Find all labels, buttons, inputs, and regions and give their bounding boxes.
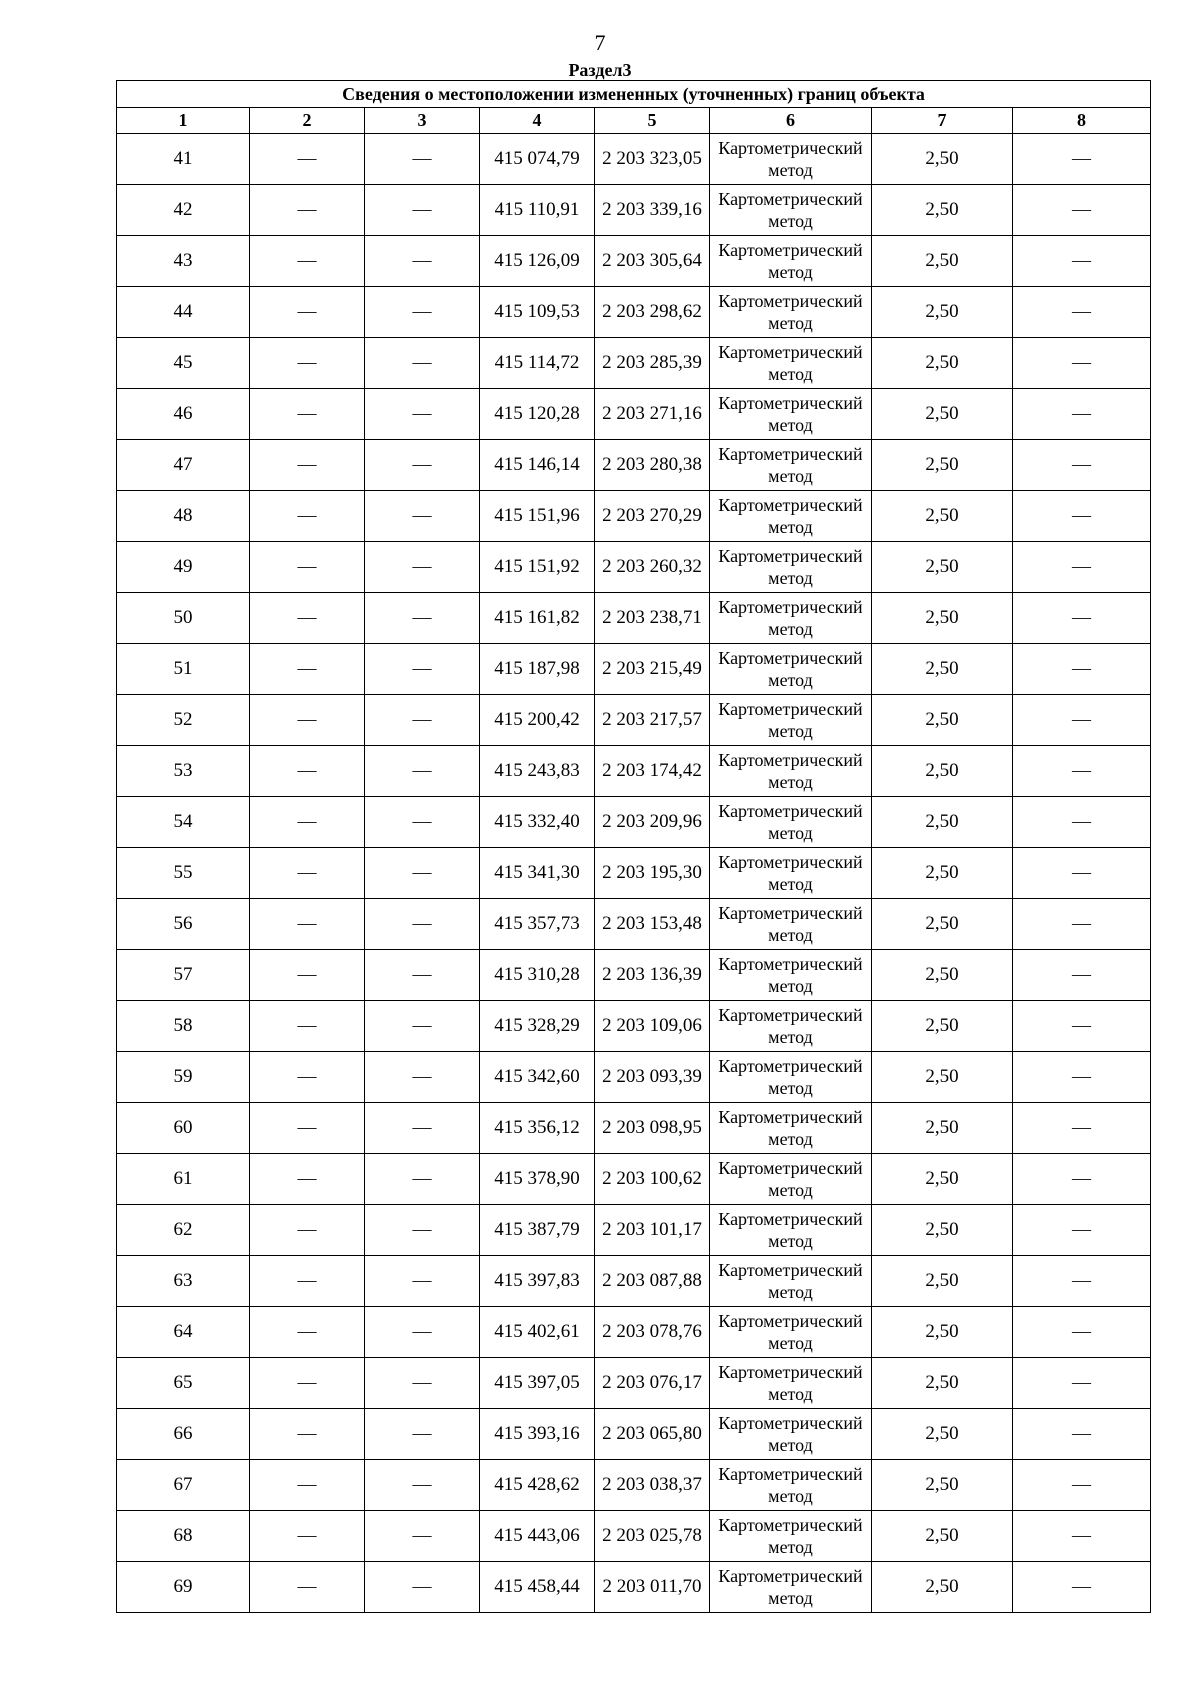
method-cell: Картометрический метод [710,542,872,593]
x-coordinate-cell: 415 310,28 [480,950,595,1001]
dash-cell: — [1013,287,1151,338]
table-row [117,1511,1151,1562]
accuracy-cell: 2,50 [872,1358,1013,1409]
method-cell: Картометрический метод [710,899,872,950]
accuracy-cell: 2,50 [872,1052,1013,1103]
dash-cell: — [1013,950,1151,1001]
y-coordinate-cell: 2 203 323,05 [595,134,710,185]
x-coordinate-cell: 415 187,98 [480,644,595,695]
point-number-cell: 50 [117,593,250,644]
dash-cell: — [250,593,365,644]
dash-cell: — [250,1001,365,1052]
coordinates-table [116,80,1151,1613]
y-coordinate-cell: 2 203 153,48 [595,899,710,950]
accuracy-cell: 2,50 [872,746,1013,797]
table-row [117,848,1151,899]
x-coordinate-cell: 415 357,73 [480,899,595,950]
table-row [117,491,1151,542]
x-coordinate-cell: 415 109,53 [480,287,595,338]
dash-cell: — [250,797,365,848]
accuracy-cell: 2,50 [872,491,1013,542]
method-cell: Картометрический метод [710,185,872,236]
dash-cell: — [1013,1562,1151,1613]
x-coordinate-cell: 415 428,62 [480,1460,595,1511]
x-coordinate-cell: 415 146,14 [480,440,595,491]
dash-cell: — [1013,440,1151,491]
dash-cell: — [250,185,365,236]
accuracy-cell: 2,50 [872,695,1013,746]
y-coordinate-cell: 2 203 260,32 [595,542,710,593]
dash-cell: — [1013,389,1151,440]
point-number-cell: 43 [117,236,250,287]
point-number-cell: 47 [117,440,250,491]
dash-cell: — [365,1154,480,1205]
method-cell: Картометрический метод [710,1511,872,1562]
dash-cell: — [365,644,480,695]
dash-cell: — [250,1256,365,1307]
x-coordinate-cell: 415 328,29 [480,1001,595,1052]
column-number: 4 [480,108,595,134]
table-row [117,1154,1151,1205]
table-row [117,746,1151,797]
y-coordinate-cell: 2 203 339,16 [595,185,710,236]
x-coordinate-cell: 415 126,09 [480,236,595,287]
dash-cell: — [250,1154,365,1205]
y-coordinate-cell: 2 203 038,37 [595,1460,710,1511]
dash-cell: — [365,746,480,797]
table-row [117,950,1151,1001]
point-number-cell: 56 [117,899,250,950]
dash-cell: — [250,695,365,746]
point-number-cell: 65 [117,1358,250,1409]
dash-cell: — [1013,1001,1151,1052]
x-coordinate-cell: 415 397,05 [480,1358,595,1409]
method-cell: Картометрический метод [710,695,872,746]
y-coordinate-cell: 2 203 271,16 [595,389,710,440]
point-number-cell: 66 [117,1409,250,1460]
column-number: 5 [595,108,710,134]
y-coordinate-cell: 2 203 285,39 [595,338,710,389]
method-cell: Картометрический метод [710,287,872,338]
y-coordinate-cell: 2 203 270,29 [595,491,710,542]
dash-cell: — [250,1307,365,1358]
column-number: 8 [1013,108,1151,134]
dash-cell: — [250,389,365,440]
dash-cell: — [365,1052,480,1103]
method-cell: Картометрический метод [710,338,872,389]
dash-cell: — [365,1562,480,1613]
point-number-cell: 52 [117,695,250,746]
y-coordinate-cell: 2 203 098,95 [595,1103,710,1154]
accuracy-cell: 2,50 [872,899,1013,950]
table-row [117,389,1151,440]
dash-cell: — [1013,491,1151,542]
table-row [117,338,1151,389]
x-coordinate-cell: 415 387,79 [480,1205,595,1256]
accuracy-cell: 2,50 [872,542,1013,593]
x-coordinate-cell: 415 074,79 [480,134,595,185]
x-coordinate-cell: 415 161,82 [480,593,595,644]
method-cell: Картометрический метод [710,593,872,644]
x-coordinate-cell: 415 114,72 [480,338,595,389]
table-row [117,440,1151,491]
method-cell: Картометрический метод [710,848,872,899]
dash-cell: — [250,236,365,287]
dash-cell: — [250,440,365,491]
dash-cell: — [250,1409,365,1460]
dash-cell: — [1013,185,1151,236]
dash-cell: — [365,440,480,491]
dash-cell: — [250,1205,365,1256]
dash-cell: — [1013,1460,1151,1511]
table-row [117,1256,1151,1307]
y-coordinate-cell: 2 203 298,62 [595,287,710,338]
x-coordinate-cell: 415 120,28 [480,389,595,440]
accuracy-cell: 2,50 [872,236,1013,287]
x-coordinate-cell: 415 151,96 [480,491,595,542]
method-cell: Картометрический метод [710,1154,872,1205]
point-number-cell: 54 [117,797,250,848]
dash-cell: — [365,1001,480,1052]
point-number-cell: 69 [117,1562,250,1613]
point-number-cell: 42 [117,185,250,236]
dash-cell: — [365,389,480,440]
x-coordinate-cell: 415 443,06 [480,1511,595,1562]
accuracy-cell: 2,50 [872,1103,1013,1154]
column-number-row [117,108,1151,134]
dash-cell: — [365,695,480,746]
column-number: 7 [872,108,1013,134]
dash-cell: — [365,950,480,1001]
method-cell: Картометрический метод [710,491,872,542]
dash-cell: — [365,287,480,338]
dash-cell: — [250,1562,365,1613]
dash-cell: — [365,542,480,593]
page-number: 7 [594,30,606,55]
method-cell: Картометрический метод [710,797,872,848]
method-cell: Картометрический метод [710,134,872,185]
x-coordinate-cell: 415 458,44 [480,1562,595,1613]
accuracy-cell: 2,50 [872,1562,1013,1613]
accuracy-cell: 2,50 [872,389,1013,440]
y-coordinate-cell: 2 203 065,80 [595,1409,710,1460]
dash-cell: — [1013,1511,1151,1562]
dash-cell: — [250,134,365,185]
dash-cell: — [365,491,480,542]
dash-cell: — [1013,1307,1151,1358]
column-number: 3 [365,108,480,134]
point-number-cell: 53 [117,746,250,797]
y-coordinate-cell: 2 203 011,70 [595,1562,710,1613]
table-row [117,1460,1151,1511]
accuracy-cell: 2,50 [872,1307,1013,1358]
table-title: Сведения о местоположении измененных (уточненных) границ объекта [117,81,1151,108]
y-coordinate-cell: 2 203 025,78 [595,1511,710,1562]
dash-cell: — [365,593,480,644]
y-coordinate-cell: 2 203 136,39 [595,950,710,1001]
table-title-row [117,81,1151,108]
section-label: Раздел3 [568,60,632,80]
dash-cell: — [1013,236,1151,287]
method-cell: Картометрический метод [710,389,872,440]
method-cell: Картометрический метод [710,1358,872,1409]
dash-cell: — [250,746,365,797]
table-row [117,236,1151,287]
table-row [117,287,1151,338]
dash-cell: — [365,1358,480,1409]
method-cell: Картометрический метод [710,1562,872,1613]
accuracy-cell: 2,50 [872,1205,1013,1256]
point-number-cell: 45 [117,338,250,389]
table-row [117,1001,1151,1052]
point-number-cell: 67 [117,1460,250,1511]
accuracy-cell: 2,50 [872,797,1013,848]
method-cell: Картометрический метод [710,1103,872,1154]
dash-cell: — [1013,542,1151,593]
point-number-cell: 57 [117,950,250,1001]
method-cell: Картометрический метод [710,236,872,287]
dash-cell: — [250,848,365,899]
column-number: 2 [250,108,365,134]
dash-cell: — [250,950,365,1001]
accuracy-cell: 2,50 [872,848,1013,899]
dash-cell: — [365,338,480,389]
dash-cell: — [250,542,365,593]
method-cell: Картометрический метод [710,1307,872,1358]
x-coordinate-cell: 415 397,83 [480,1256,595,1307]
accuracy-cell: 2,50 [872,287,1013,338]
y-coordinate-cell: 2 203 217,57 [595,695,710,746]
point-number-cell: 64 [117,1307,250,1358]
accuracy-cell: 2,50 [872,338,1013,389]
table-row [117,1103,1151,1154]
dash-cell: — [250,491,365,542]
method-cell: Картометрический метод [710,1256,872,1307]
dash-cell: — [365,236,480,287]
dash-cell: — [1013,797,1151,848]
accuracy-cell: 2,50 [872,950,1013,1001]
point-number-cell: 49 [117,542,250,593]
table-row [117,1409,1151,1460]
dash-cell: — [1013,593,1151,644]
dash-cell: — [1013,134,1151,185]
point-number-cell: 46 [117,389,250,440]
table-body [117,134,1151,1613]
point-number-cell: 60 [117,1103,250,1154]
table-row [117,185,1151,236]
dash-cell: — [250,287,365,338]
accuracy-cell: 2,50 [872,1001,1013,1052]
y-coordinate-cell: 2 203 087,88 [595,1256,710,1307]
dash-cell: — [1013,1358,1151,1409]
accuracy-cell: 2,50 [872,440,1013,491]
table-row [117,1307,1151,1358]
method-cell: Картометрический метод [710,1001,872,1052]
table-row [117,797,1151,848]
accuracy-cell: 2,50 [872,134,1013,185]
accuracy-cell: 2,50 [872,185,1013,236]
dash-cell: — [1013,746,1151,797]
table-row [117,134,1151,185]
point-number-cell: 58 [117,1001,250,1052]
table-row [117,542,1151,593]
x-coordinate-cell: 415 393,16 [480,1409,595,1460]
method-cell: Картометрический метод [710,1460,872,1511]
dash-cell: — [1013,848,1151,899]
method-cell: Картометрический метод [710,950,872,1001]
y-coordinate-cell: 2 203 076,17 [595,1358,710,1409]
dash-cell: — [1013,695,1151,746]
x-coordinate-cell: 415 243,83 [480,746,595,797]
x-coordinate-cell: 415 332,40 [480,797,595,848]
accuracy-cell: 2,50 [872,1460,1013,1511]
point-number-cell: 51 [117,644,250,695]
table-row [117,1358,1151,1409]
dash-cell: — [365,1409,480,1460]
accuracy-cell: 2,50 [872,1154,1013,1205]
x-coordinate-cell: 415 341,30 [480,848,595,899]
y-coordinate-cell: 2 203 215,49 [595,644,710,695]
table-row [117,1205,1151,1256]
y-coordinate-cell: 2 203 100,62 [595,1154,710,1205]
table-row [117,644,1151,695]
dash-cell: — [365,1307,480,1358]
accuracy-cell: 2,50 [872,1511,1013,1562]
dash-cell: — [365,134,480,185]
point-number-cell: 41 [117,134,250,185]
table-row [117,1052,1151,1103]
x-coordinate-cell: 415 110,91 [480,185,595,236]
accuracy-cell: 2,50 [872,1256,1013,1307]
dash-cell: — [250,1358,365,1409]
point-number-cell: 63 [117,1256,250,1307]
x-coordinate-cell: 415 356,12 [480,1103,595,1154]
point-number-cell: 44 [117,287,250,338]
point-number-cell: 48 [117,491,250,542]
dash-cell: — [1013,1409,1151,1460]
y-coordinate-cell: 2 203 209,96 [595,797,710,848]
dash-cell: — [1013,1103,1151,1154]
table-row [117,695,1151,746]
y-coordinate-cell: 2 203 078,76 [595,1307,710,1358]
dash-cell: — [1013,338,1151,389]
dash-cell: — [250,338,365,389]
dash-cell: — [1013,899,1151,950]
method-cell: Картометрический метод [710,440,872,491]
accuracy-cell: 2,50 [872,1409,1013,1460]
dash-cell: — [250,1103,365,1154]
dash-cell: — [365,848,480,899]
dash-cell: — [1013,644,1151,695]
dash-cell: — [1013,1154,1151,1205]
dash-cell: — [365,185,480,236]
accuracy-cell: 2,50 [872,644,1013,695]
table-row [117,899,1151,950]
table-row [117,1562,1151,1613]
dash-cell: — [250,644,365,695]
point-number-cell: 59 [117,1052,250,1103]
method-cell: Картометрический метод [710,746,872,797]
dash-cell: — [365,1103,480,1154]
point-number-cell: 62 [117,1205,250,1256]
method-cell: Картометрический метод [710,1409,872,1460]
dash-cell: — [365,1256,480,1307]
table-row [117,593,1151,644]
method-cell: Картометрический метод [710,644,872,695]
point-number-cell: 61 [117,1154,250,1205]
y-coordinate-cell: 2 203 093,39 [595,1052,710,1103]
dash-cell: — [250,1511,365,1562]
method-cell: Картометрический метод [710,1205,872,1256]
column-number: 1 [117,108,250,134]
dash-cell: — [365,1205,480,1256]
x-coordinate-cell: 415 402,61 [480,1307,595,1358]
y-coordinate-cell: 2 203 305,64 [595,236,710,287]
dash-cell: — [1013,1205,1151,1256]
y-coordinate-cell: 2 203 238,71 [595,593,710,644]
dash-cell: — [1013,1256,1151,1307]
dash-cell: — [365,797,480,848]
dash-cell: — [365,1460,480,1511]
dash-cell: — [250,1052,365,1103]
point-number-cell: 68 [117,1511,250,1562]
dash-cell: — [1013,1052,1151,1103]
x-coordinate-cell: 415 342,60 [480,1052,595,1103]
y-coordinate-cell: 2 203 195,30 [595,848,710,899]
y-coordinate-cell: 2 203 280,38 [595,440,710,491]
accuracy-cell: 2,50 [872,593,1013,644]
dash-cell: — [250,899,365,950]
dash-cell: — [365,1511,480,1562]
point-number-cell: 55 [117,848,250,899]
dash-cell: — [365,899,480,950]
x-coordinate-cell: 415 200,42 [480,695,595,746]
x-coordinate-cell: 415 378,90 [480,1154,595,1205]
y-coordinate-cell: 2 203 174,42 [595,746,710,797]
x-coordinate-cell: 415 151,92 [480,542,595,593]
y-coordinate-cell: 2 203 109,06 [595,1001,710,1052]
method-cell: Картометрический метод [710,1052,872,1103]
column-number: 6 [710,108,872,134]
dash-cell: — [250,1460,365,1511]
y-coordinate-cell: 2 203 101,17 [595,1205,710,1256]
